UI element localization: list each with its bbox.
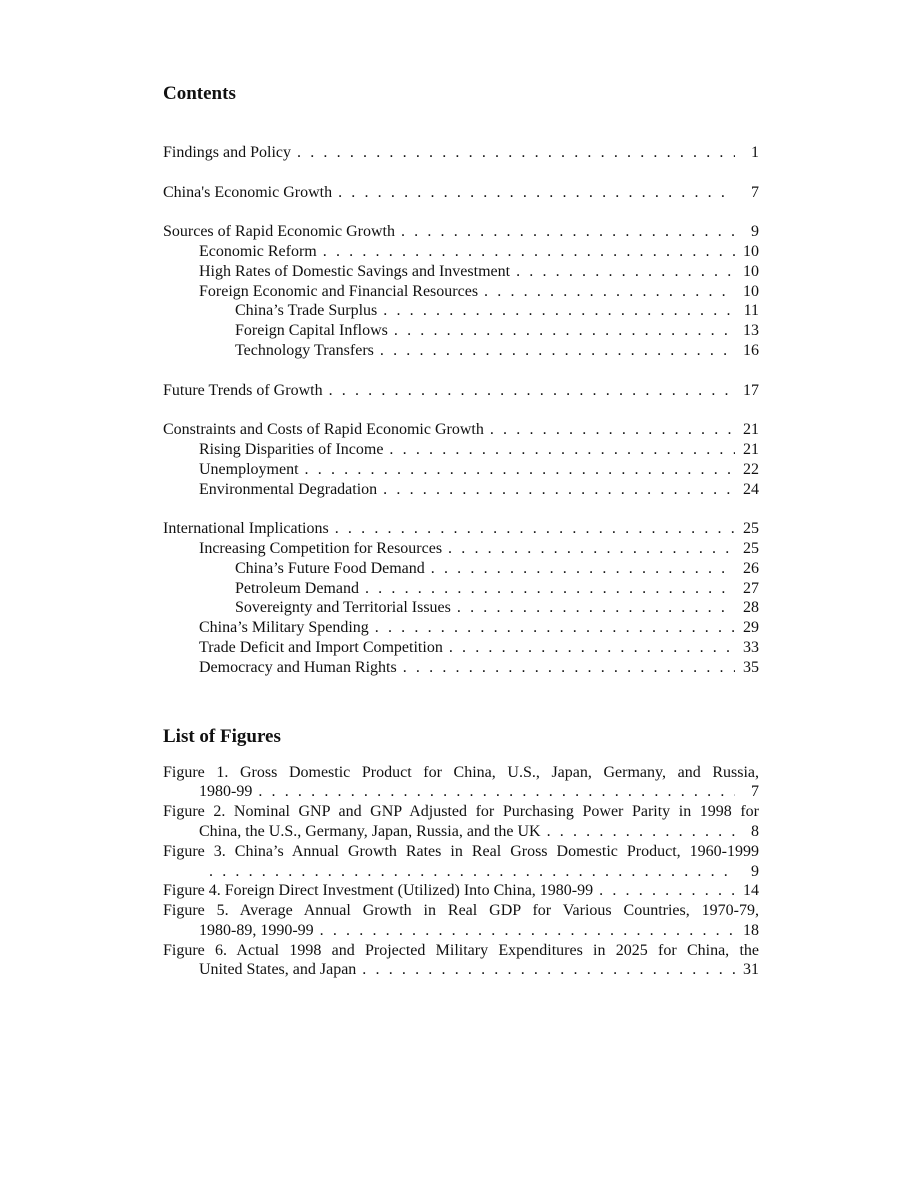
entry-title: Democracy and Human Rights (199, 658, 397, 676)
dot-leader (320, 921, 735, 941)
dot-leader (375, 618, 735, 638)
toc-entry[interactable] (163, 598, 759, 618)
toc-section-group (163, 420, 759, 499)
figure-caption-line: Figure 5. Average Annual Growth in Real GDP for Various Countries, 1970-79, (163, 902, 759, 920)
entry-title: China's Economic Growth (163, 183, 333, 201)
entry-title: Technology Transfers (235, 341, 374, 359)
toc-entry[interactable] (163, 658, 759, 678)
dot-leader (305, 460, 735, 480)
dot-leader (380, 341, 735, 361)
page-number: 1 (751, 144, 759, 161)
page-number: 33 (743, 638, 759, 656)
entry-title: Sovereignty and Territorial Issues (235, 599, 451, 617)
page-number: 11 (743, 302, 759, 320)
toc-section-group (163, 222, 759, 361)
dot-leader (401, 222, 735, 242)
dot-leader (338, 183, 735, 203)
toc-entry[interactable] (163, 143, 759, 163)
figure-caption-line: Figure 3. China’s Annual Growth Rates in Real Gross Domestic Product, 1960-1999 (163, 842, 759, 860)
figure-caption-last-line[interactable] (163, 921, 759, 941)
toc-entry[interactable] (163, 183, 759, 203)
entry-title: Figure 4. Foreign Direct Investment (Utilized) Into China, 1980-99 (163, 882, 594, 900)
toc-entry[interactable] (163, 262, 759, 282)
toc-entry[interactable] (163, 519, 759, 539)
dot-leader (209, 862, 735, 882)
dot-leader (431, 559, 735, 579)
toc-entry[interactable] (163, 539, 759, 559)
entry-title: Future Trends of Growth (163, 381, 323, 399)
toc-entry[interactable] (163, 282, 759, 302)
toc-entry[interactable] (163, 579, 759, 599)
dot-leader (490, 420, 735, 440)
dot-leader (389, 440, 735, 460)
toc-entry[interactable] (163, 420, 759, 440)
page-number: 13 (743, 322, 759, 340)
entry-title: Unemployment (199, 460, 299, 478)
toc-entry[interactable] (163, 638, 759, 658)
toc-entry[interactable] (163, 242, 759, 262)
page-number: 10 (743, 282, 759, 300)
table-of-contents (163, 143, 759, 678)
figure-entry[interactable] (163, 901, 759, 941)
entry-title: High Rates of Domestic Savings and Investment (199, 262, 511, 280)
entry-title: China’s Military Spending (199, 619, 369, 637)
figure-entry[interactable] (163, 941, 759, 981)
dot-leader (516, 262, 735, 282)
page-number: 22 (743, 460, 759, 478)
toc-entry[interactable] (163, 618, 759, 638)
toc-entry[interactable] (163, 559, 759, 579)
entry-title: Rising Disparities of Income (199, 440, 384, 458)
entry-title: International Implications (163, 520, 329, 538)
page-number: 18 (743, 921, 759, 939)
figure-entry[interactable] (163, 842, 759, 882)
toc-entry[interactable] (163, 341, 759, 361)
figure-caption-line: Figure 2. Nominal GNP and GNP Adjusted for Purchasing Power Parity in 1998 for (163, 803, 759, 821)
entry-title: Economic Reform (199, 242, 317, 260)
page-number: 7 (751, 783, 759, 801)
page-number: 8 (751, 822, 759, 840)
toc-entry[interactable] (163, 222, 759, 242)
toc-entry[interactable] (163, 301, 759, 321)
dot-leader (335, 519, 735, 539)
page-number: 14 (743, 882, 759, 900)
page-number: 25 (743, 539, 759, 557)
entry-title: China’s Trade Surplus (235, 302, 378, 320)
dot-leader (383, 480, 735, 500)
dot-leader (599, 881, 735, 901)
entry-title: 1980-99 (199, 783, 253, 801)
page-number: 28 (743, 599, 759, 617)
entry-title: Constraints and Costs of Rapid Economic Growth (163, 421, 484, 439)
dot-leader (365, 579, 735, 599)
toc-section-group (163, 143, 759, 163)
contents-heading: Contents (163, 83, 236, 104)
toc-entry[interactable] (163, 480, 759, 500)
page-number: 17 (743, 381, 759, 399)
dot-leader (457, 598, 735, 618)
figure-entry[interactable] (163, 763, 759, 803)
figure-entry[interactable] (163, 802, 759, 842)
page-number: 7 (751, 183, 759, 201)
list-of-figures-heading: List of Figures (163, 725, 281, 747)
page-number: 31 (743, 961, 759, 979)
entry-title: Foreign Economic and Financial Resources (199, 282, 479, 300)
dot-leader (449, 638, 735, 658)
toc-section-group (163, 381, 759, 401)
entry-title: Environmental Degradation (199, 480, 378, 498)
dot-leader (362, 960, 735, 980)
page-number: 25 (743, 520, 759, 538)
entry-title: Findings and Policy (163, 144, 292, 161)
dot-leader (403, 658, 735, 678)
figure-caption-last-line[interactable] (163, 782, 759, 802)
dot-leader (383, 301, 735, 321)
entry-title: China, the U.S., Germany, Japan, Russia, and the UK (199, 822, 541, 840)
dot-leader (484, 282, 735, 302)
figure-caption-last-line[interactable] (163, 822, 759, 842)
page-number: 16 (743, 341, 759, 359)
document-page (163, 82, 759, 980)
page-number: 29 (743, 619, 759, 637)
page-number: 10 (743, 242, 759, 260)
dot-leader (323, 242, 735, 262)
figure-caption-last-line[interactable] (163, 881, 759, 901)
figure-caption-line: Figure 1. Gross Domestic Product for China, U.S., Japan, Germany, and Russia, (163, 763, 759, 781)
dot-leader (297, 143, 735, 163)
page-number: 10 (743, 262, 759, 280)
entry-title: Petroleum Demand (235, 579, 359, 597)
entry-title: 1980-89, 1990-99 (199, 921, 314, 939)
dot-leader (394, 321, 735, 341)
figure-entry[interactable] (163, 881, 759, 901)
page-number: 9 (751, 223, 759, 241)
figure-caption-last-line[interactable] (163, 862, 759, 882)
page-number: 9 (751, 862, 759, 880)
figure-caption-line: Figure 6. Actual 1998 and Projected Military Expenditures in 2025 for China, the (163, 941, 759, 959)
list-of-figures (163, 763, 759, 981)
toc-section-group (163, 519, 759, 677)
toc-entry[interactable] (163, 381, 759, 401)
entry-title: China’s Future Food Demand (235, 559, 425, 577)
toc-section-group (163, 183, 759, 203)
entry-title: Increasing Competition for Resources (199, 539, 443, 557)
page-number: 27 (743, 579, 759, 597)
entry-title: Trade Deficit and Import Competition (199, 638, 443, 656)
page-number: 21 (743, 440, 759, 458)
page-number: 26 (743, 559, 759, 577)
page-number: 35 (743, 658, 759, 676)
figure-caption-last-line[interactable] (163, 960, 759, 980)
dot-leader (547, 822, 735, 842)
toc-entry[interactable] (163, 440, 759, 460)
entry-title: Sources of Rapid Economic Growth (163, 223, 395, 241)
dot-leader (258, 782, 735, 802)
dot-leader (329, 381, 735, 401)
toc-entry[interactable] (163, 321, 759, 341)
page-number: 24 (743, 480, 759, 498)
entry-title: Foreign Capital Inflows (235, 322, 388, 340)
toc-entry[interactable] (163, 460, 759, 480)
entry-title: United States, and Japan (199, 961, 357, 979)
page-number: 21 (743, 421, 759, 439)
dot-leader (448, 539, 735, 559)
